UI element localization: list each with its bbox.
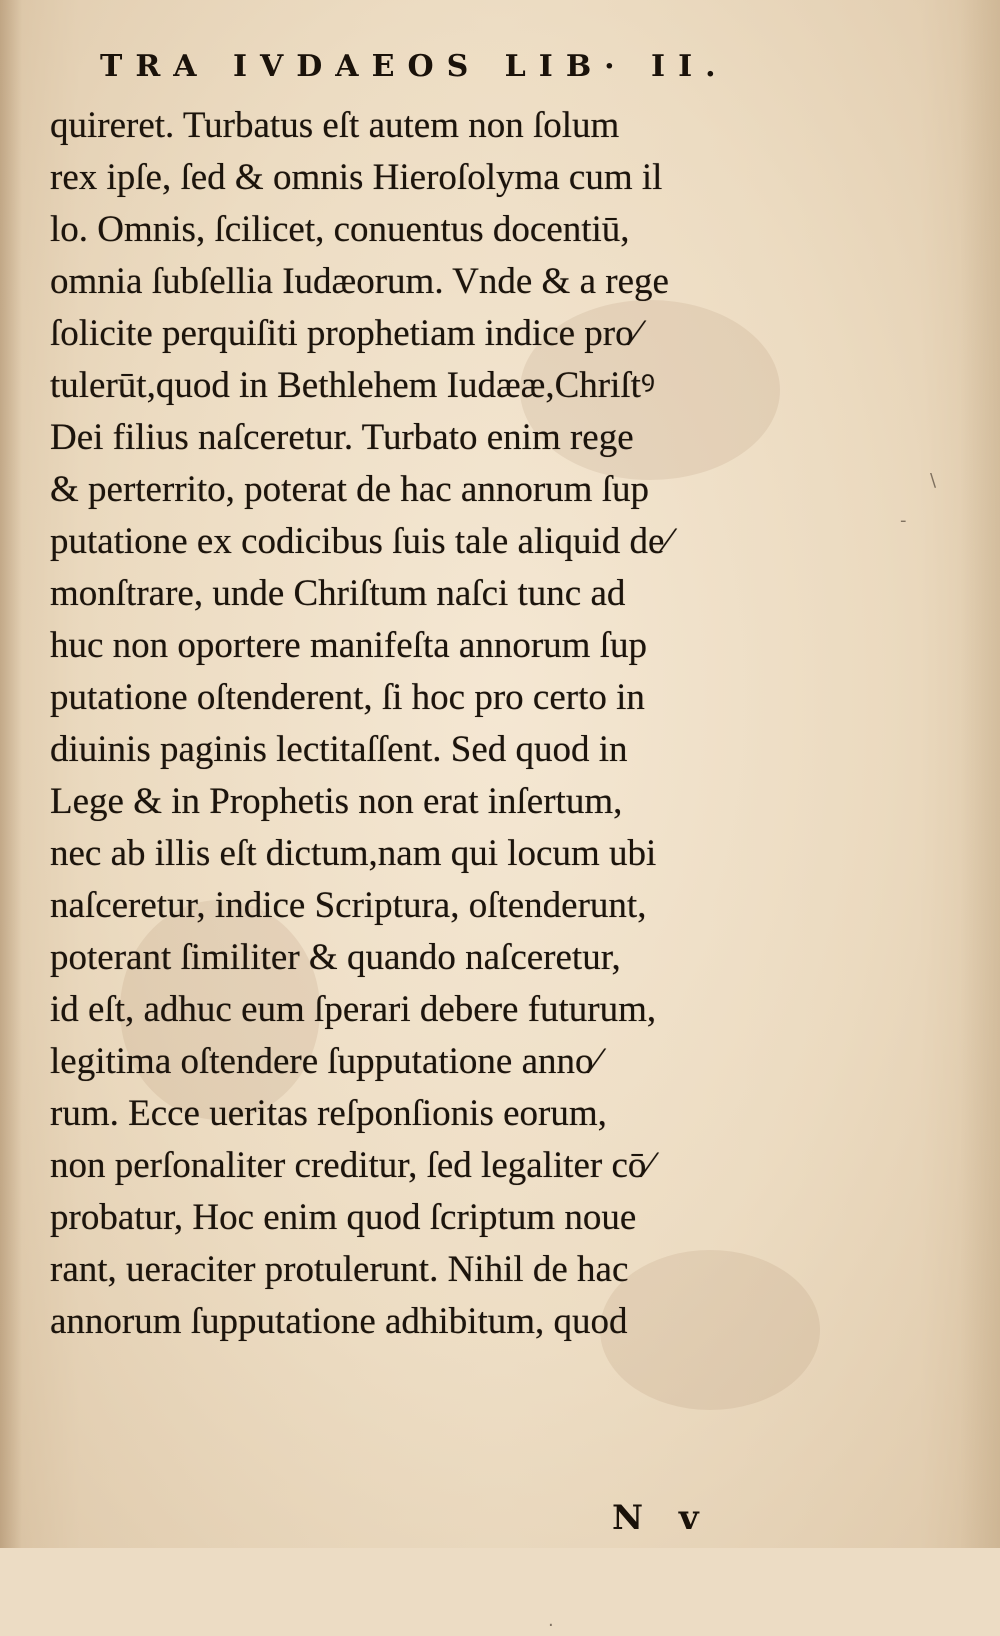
text-line: diuinis paginis lectitaſſent. Sed quod in bbox=[50, 729, 628, 770]
running-head: TRA IVDAEOS LIB· II. bbox=[100, 49, 729, 84]
text-line: & perterrito, poterat de hac annorum ſup bbox=[50, 469, 649, 510]
text-line: poterant ſimiliter & quando naſceretur, bbox=[50, 937, 621, 978]
text-line: Dei filius naſceretur. Turbato enim rege bbox=[50, 417, 634, 458]
text-line: rex ipſe, ſed & omnis Hieroſolyma cum il bbox=[50, 157, 663, 198]
margin-speck: - bbox=[900, 510, 907, 531]
text-line: putatione oſtenderent, ſi hoc pro certo in bbox=[50, 677, 645, 718]
text-line: monſtrare, unde Chriſtum naſci tunc ad bbox=[50, 573, 626, 614]
text-line: omnia ſubſellia Iudæorum. Vnde & a rege bbox=[50, 261, 669, 302]
margin-speck: \ bbox=[930, 470, 937, 491]
text-line: non perſonaliter creditur, ſed legaliter cō⁄ bbox=[50, 1145, 653, 1186]
text-line: annorum ſupputatione adhibitum, quod bbox=[50, 1301, 628, 1342]
margin-speck: · bbox=[548, 1615, 554, 1636]
text-line: id eſt, adhuc eum ſperari debere futurum, bbox=[50, 989, 657, 1030]
text-line: naſceretur, indice Scriptura, oſtenderunt, bbox=[50, 885, 647, 926]
text-line: ſolicite perquiſiti prophetiam indice pro⁄ bbox=[50, 313, 640, 354]
body-text bbox=[50, 100, 795, 1610]
text-line: huc non oportere manifeſta annorum ſup bbox=[50, 625, 647, 666]
text-line: Lege & in Prophetis non erat inſertum, bbox=[50, 781, 623, 822]
text-line: nec ab illis eſt dictum,nam qui locum ubi bbox=[50, 833, 657, 874]
text-line: probatur, Hoc enim quod ſcriptum noue bbox=[50, 1197, 637, 1238]
signature-mark: N v bbox=[612, 1498, 711, 1538]
text-line: rum. Ecce ueritas reſponſionis eorum, bbox=[50, 1093, 607, 1134]
text-line: legitima oſtendere ſupputatione anno⁄ bbox=[50, 1041, 600, 1082]
text-line: lo. Omnis, ſcilicet, conuentus docentiū, bbox=[50, 209, 630, 250]
text-line: quireret. Turbatus eſt autem non ſolum bbox=[50, 105, 620, 146]
page-gutter-shadow bbox=[0, 0, 22, 1548]
text-line: rant, ueraciter protulerunt. Nihil de hac bbox=[50, 1249, 629, 1290]
page-edge-shadow bbox=[960, 0, 1000, 1548]
text-line: tulerūt,quod in Bethlehem Iudææ,Chriſtꝰ bbox=[50, 365, 656, 406]
text-line: putatione ex codicibus ſuis tale aliquid de⁄ bbox=[50, 521, 671, 562]
